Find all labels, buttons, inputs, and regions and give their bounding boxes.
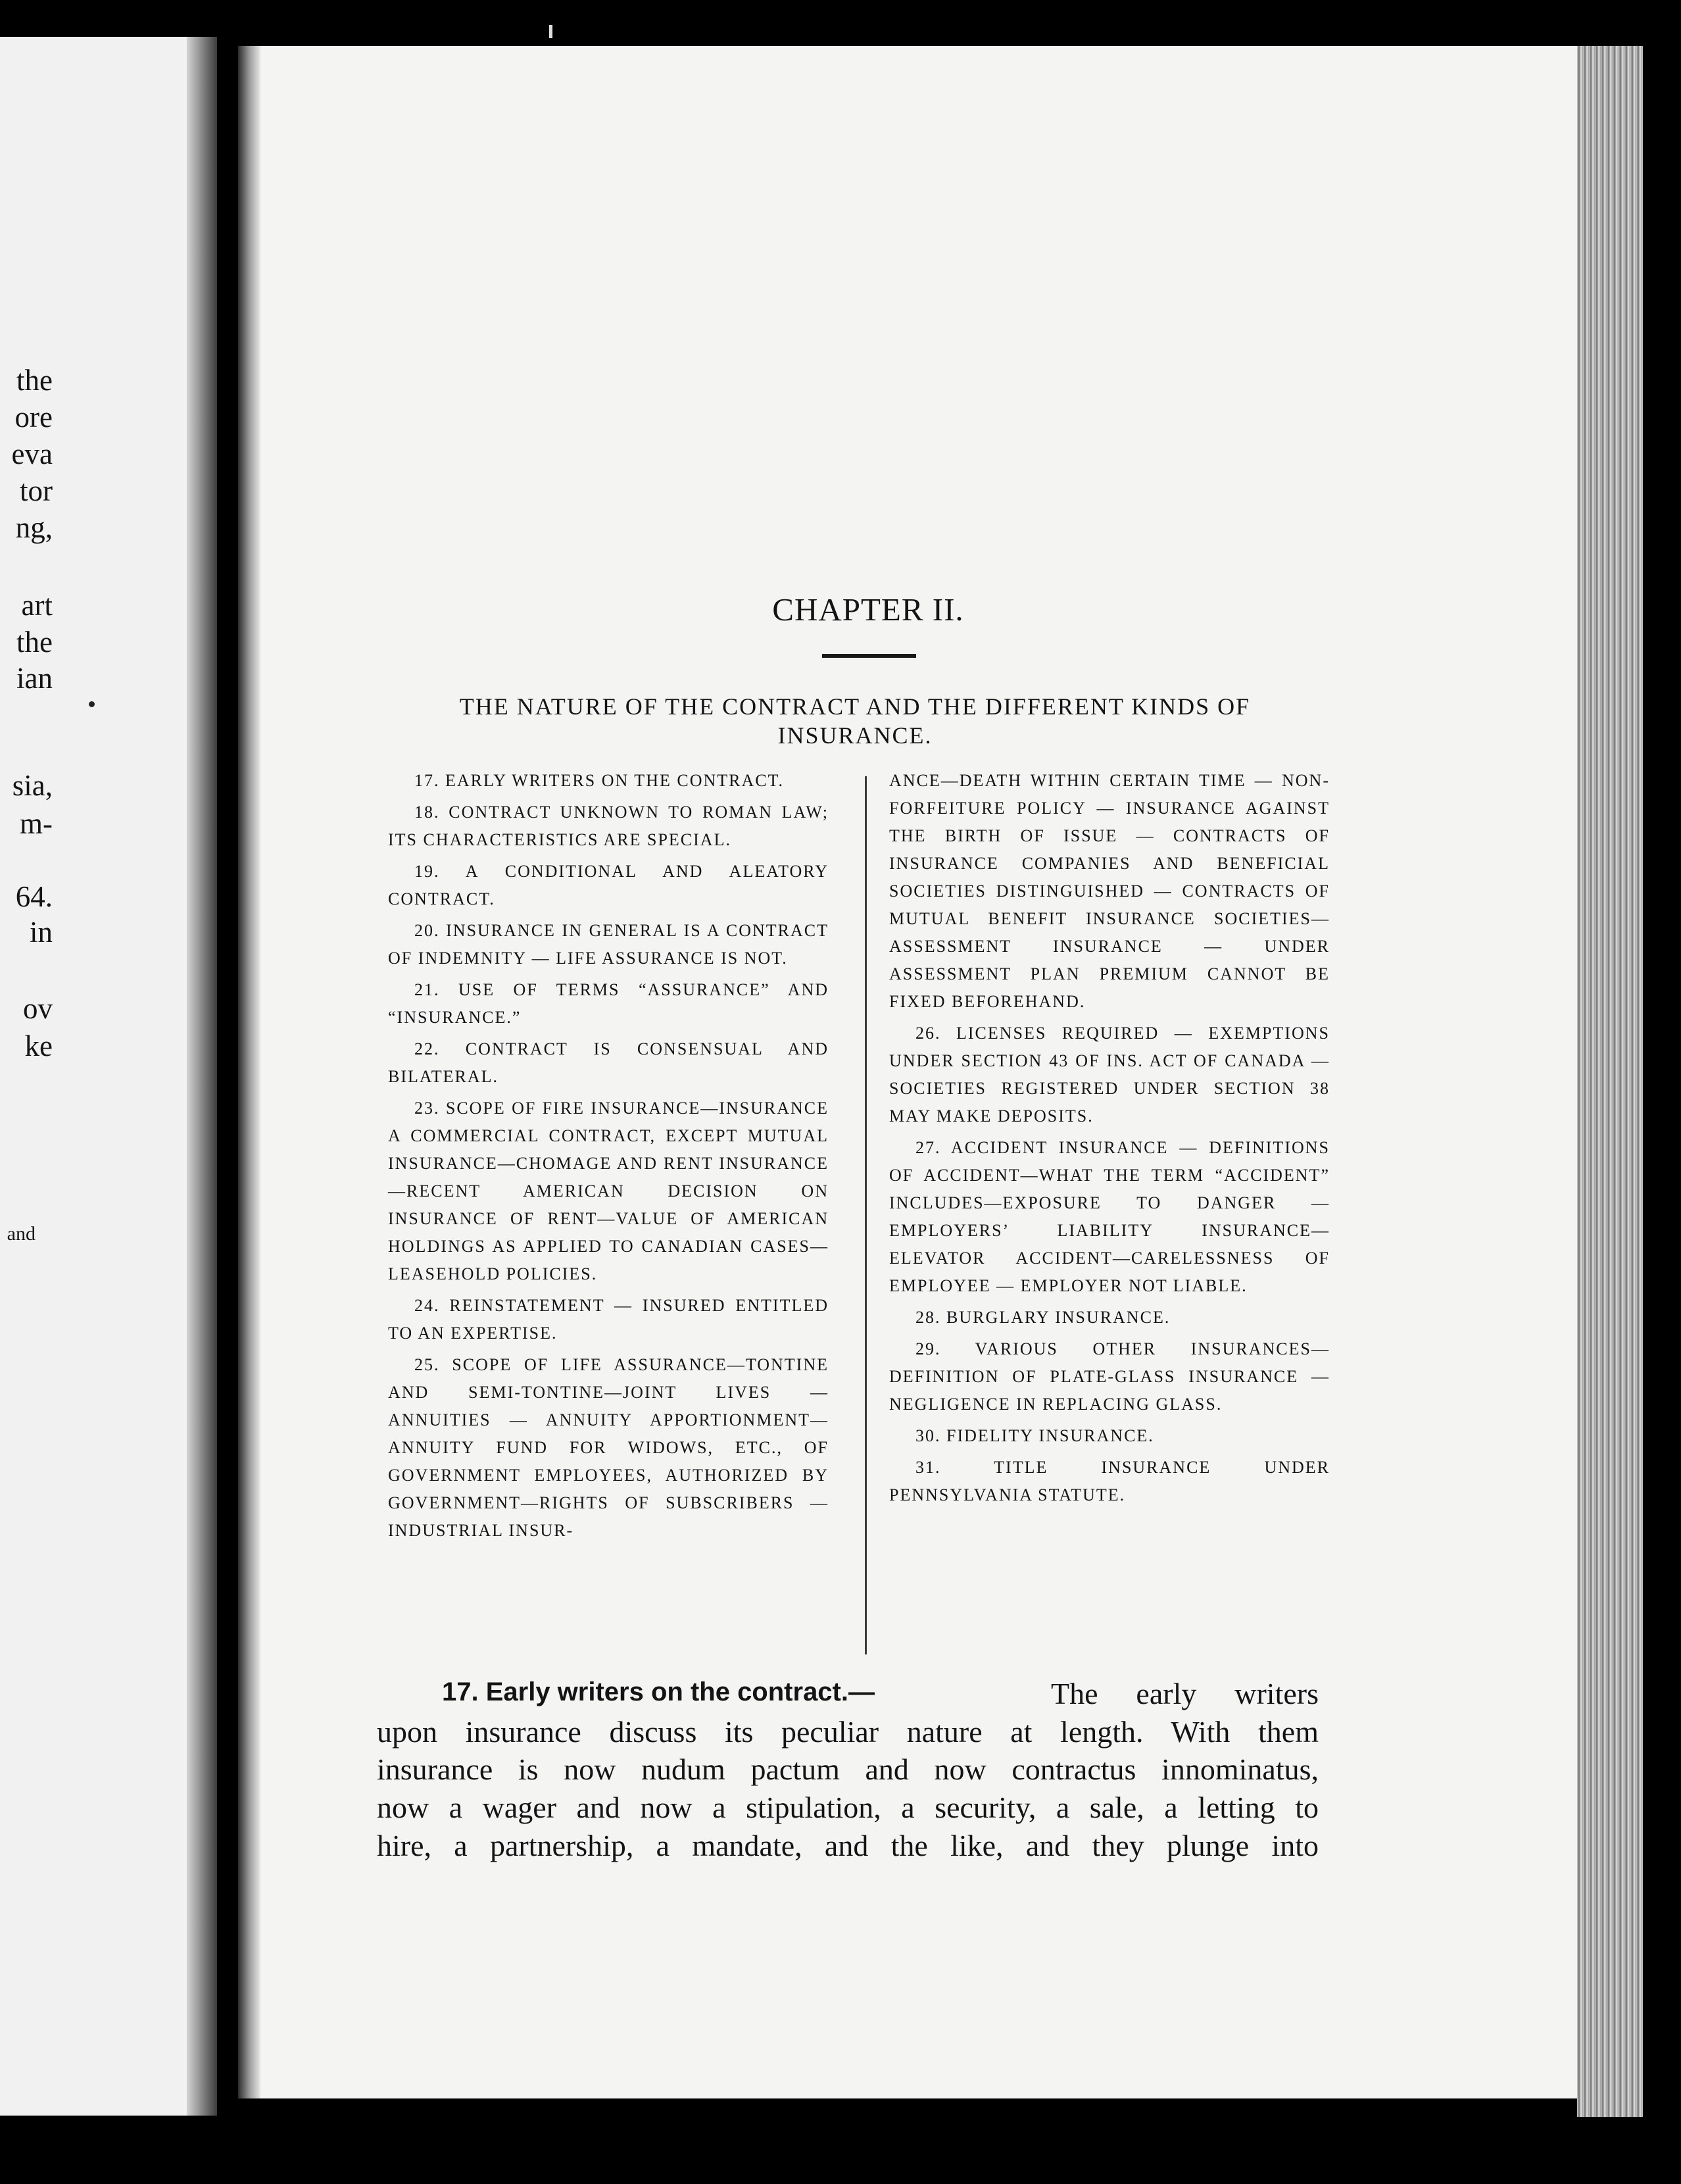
left-page-fragment: eva	[11, 437, 53, 470]
body-text-line: The early writers	[1051, 1677, 1319, 1710]
left-page-fragment-small: and	[7, 1223, 36, 1245]
page-edges	[1577, 46, 1643, 2117]
chapter-title: CHAPTER II.	[772, 591, 964, 628]
contents-entry: 25. SCOPE OF LIFE ASSURANCE—TONTINE AND SEMI-TONTINE—JOINT LIVES — ANNUITIES — ANNUITY APPORTIONMENT—ANNUITY FUND FOR WIDOWS, ETC., OF GOVERNMENT EMPLOYEES, AUTHORIZED BY GOVERNMENT—RIGHTS OF SUBSCRIBERS — INDUSTRIAL INSUR-	[388, 1355, 829, 1540]
left-page-fragment: m-	[20, 807, 53, 840]
contents-entry: 30. FIDELITY INSURANCE.	[915, 1426, 1154, 1445]
contents-right-column	[889, 767, 1330, 1513]
scan-mark	[549, 25, 552, 38]
body-text-line: now a wager and now a stipulation, a security, a sale, a letting to	[377, 1791, 1319, 1824]
left-page-fragment: ov	[23, 992, 53, 1025]
contents-left-column	[388, 767, 829, 1549]
left-page-fragment: ke	[24, 1030, 53, 1062]
title-rule	[822, 654, 916, 658]
body-text-line: upon insurance discuss its peculiar nature at length. With them	[377, 1715, 1319, 1749]
left-page-gutter-shadow	[187, 37, 217, 2116]
contents-entry: 21. USE OF TERMS “ASSURANCE” AND “INSURANCE.”	[388, 980, 829, 1027]
page-spine-shadow	[238, 46, 260, 2098]
left-page-fragment: tor	[20, 474, 53, 507]
section-heading: 17. Early writers on the contract.—	[442, 1677, 875, 1706]
chapter-subtitle: THE NATURE OF THE CONTRACT AND THE DIFFERENT KINDS OF INSURANCE.	[459, 693, 1251, 749]
body-text-line: insurance is now nudum pactum and now contractus innominatus,	[377, 1752, 1319, 1786]
contents-entry: 20. INSURANCE IN GENERAL IS A CONTRACT OF INDEMNITY — LIFE ASSURANCE IS NOT.	[388, 921, 829, 968]
left-page-fragment: ng,	[15, 511, 53, 544]
left-page-fragment: 64.	[15, 880, 53, 913]
left-page-fragment: art	[21, 589, 53, 622]
contents-entry: 27. ACCIDENT INSURANCE — DEFINITIONS OF ACCIDENT—WHAT THE TERM “ACCIDENT” INCLUDES—EXPOSURE TO DANGER — EMPLOYERS’ LIABILITY INSURANCE—ELEVATOR ACCIDENT—CARELESSNESS OF EMPLOYEE — EMPLOYER NOT LIABLE.	[889, 1138, 1330, 1295]
contents-entry: 23. SCOPE OF FIRE INSURANCE—INSURANCE A COMMERCIAL CONTRACT, EXCEPT MUTUAL INSURANCE—CHOMAGE AND RENT INSURANCE—RECENT AMERICAN DECISION ON INSURANCE OF RENT—VALUE OF AMERICAN HOLDINGS AS APPLIED TO CANADIAN CASES—LEASEHOLD POLICIES.	[388, 1099, 829, 1283]
contents-entry: 18. CONTRACT UNKNOWN TO ROMAN LAW; ITS CHARACTERISTICS ARE SPECIAL.	[388, 803, 829, 849]
left-page-fragment: the	[16, 364, 53, 397]
left-page-fragment: in	[29, 916, 53, 949]
contents-entry: 29. VARIOUS OTHER INSURANCES—DEFINITION OF PLATE-GLASS INSURANCE — NEGLIGENCE IN REPLACING GLASS.	[889, 1339, 1330, 1414]
contents-entry: 31. TITLE INSURANCE UNDER PENNSYLVANIA STATUTE.	[889, 1458, 1330, 1504]
left-page-fragment: the	[16, 626, 53, 658]
left-page-fragment: ian	[16, 662, 53, 695]
body-text-line: hire, a partnership, a mandate, and the like, and they plunge into	[377, 1829, 1319, 1862]
contents-entry: 24. REINSTATEMENT — INSURED ENTITLED TO AN EXPERTISE.	[388, 1296, 829, 1343]
contents-entry: 28. BURGLARY INSURANCE.	[915, 1308, 1171, 1327]
contents-entry: 19. A CONDITIONAL AND ALEATORY CONTRACT.	[388, 862, 829, 908]
contents-entry: 26. LICENSES REQUIRED — EXEMPTIONS UNDER SECTION 43 OF INS. ACT OF CANADA — SOCIETIES REGISTERED UNDER SECTION 38 MAY MAKE DEPOSITS.	[889, 1024, 1330, 1126]
contents-entry: 17. EARLY WRITERS ON THE CONTRACT.	[414, 771, 785, 790]
left-page-fragment: ore	[14, 401, 53, 434]
ink-speck	[89, 701, 95, 707]
column-divider	[865, 776, 867, 1654]
contents-entry: 22. CONTRACT IS CONSENSUAL AND BILATERAL.	[388, 1039, 829, 1086]
left-facing-page	[0, 37, 217, 2116]
contents-entry-continuation: ANCE—DEATH WITHIN CERTAIN TIME — NON-FORFEITURE POLICY — INSURANCE AGAINST THE BIRTH OF ISSUE — CONTRACTS OF INSURANCE COMPANIES AND BENEFICIAL SOCIETIES DISTINGUISHED — CONTRACTS OF MUTUAL BENEFIT INSURANCE SOCIETIES—ASSESSMENT INSURANCE — UNDER ASSESSMENT PLAN PREMIUM CANNOT BE FIXED BEFOREHAND.	[889, 771, 1330, 1011]
left-page-fragment: sia,	[12, 769, 53, 802]
